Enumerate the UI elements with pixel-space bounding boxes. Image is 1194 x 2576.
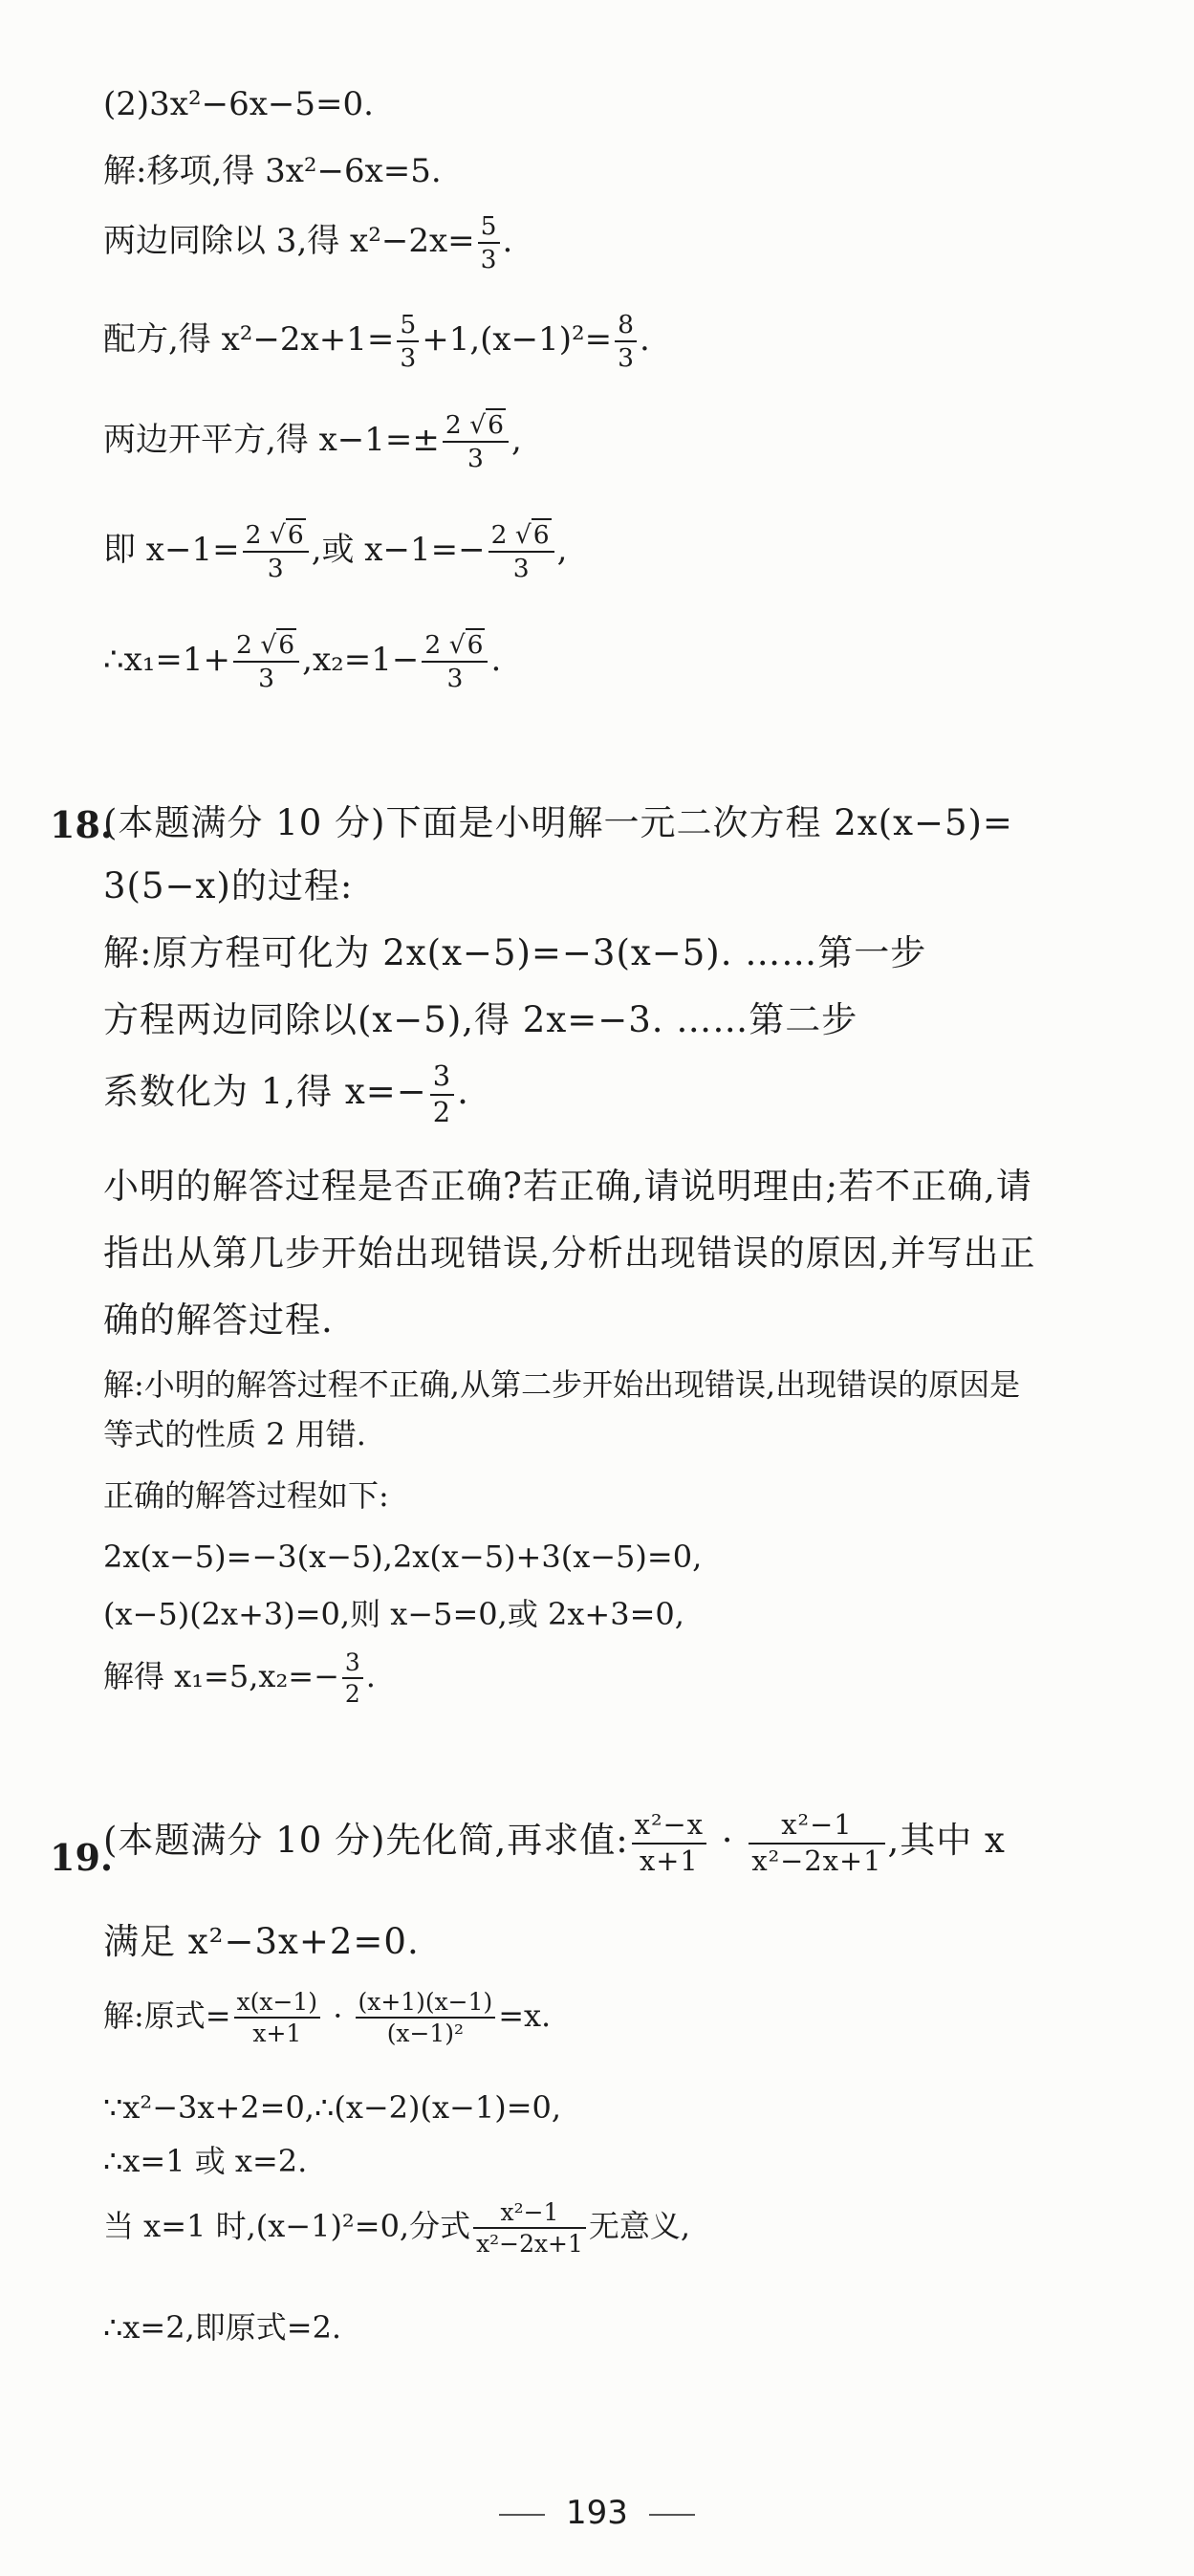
q19-answer-5: ∴x=2,即原式=2. [103,2309,342,2346]
q18-answer-1: 解:小明的解答过程不正确,从第二步开始出现错误,出现错误的原因是 [103,1366,1021,1403]
fraction: $\frac{3}{2}$ [430,1061,454,1127]
sqrt-symbol: √6 [469,410,504,440]
q18-answer-5: (x−5)(2x+3)=0,则 x−5=0,或 2x+3=0, [103,1596,684,1632]
q18-line1: (本题满分 10 分)下面是小明解一元二次方程 2x(x−5)= [103,802,1013,843]
fraction: $\frac{x(x-1)}{x+1}$ [234,1989,320,2047]
q19-answer-4: 当 x=1 时,(x−1)²=0,分式 $\frac{\text{x²−1}}{\text{x²−2x+1}}$ 无意义, [103,2198,691,2259]
fraction: $\frac{2 √6}{3}$ [488,521,554,582]
fraction: $\frac{8}{3}$ [615,311,637,372]
fraction: $\frac{5}{3}$ [397,311,419,372]
fraction: $\frac{2 √6}{3}$ [233,631,299,692]
part2-problem: (2)3x²−6x−5=0. [103,85,374,123]
sqrt-symbol: √6 [260,630,295,660]
q18-answer-2: 等式的性质 2 用错. [103,1416,366,1452]
part2-step2: 两边同除以 3,得 x²−2x= $\frac{5}{3}$ . [103,211,513,275]
fraction: $\frac{\text{x²−x}}{x+1}$ [632,1810,706,1876]
q18-line6: 小明的解答过程是否正确?若正确,请说明理由;若不正确,请 [103,1166,1032,1207]
dash-right [649,2514,695,2516]
part2-step3: 配方,得 x²−2x+1= $\frac{5}{3}$ +1,(x−1)²= $\frac{8}{3}$ . [103,310,650,374]
fraction: $\frac{\text{x²−1}}{\text{x²−2x+1}}$ [749,1810,884,1876]
q18-answer-4: 2x(x−5)=−3(x−5),2x(x−5)+3(x−5)=0, [103,1539,703,1575]
q19-answer-3: ∴x=1 或 x=2. [103,2143,308,2179]
q19-answer-2: ∵x²−3x+2=0,∴(x−2)(x−1)=0, [103,2089,562,2126]
question-number-19: 19. [50,1836,114,1879]
fraction: $\frac{2 √6}{3}$ [243,521,309,582]
q18-line3: 解:原方程可化为 2x(x−5)=−3(x−5). ……第一步 [103,932,927,973]
q18-line2: 3(5−x)的过程: [103,865,354,906]
fraction: $\frac{2 √6}{3}$ [443,411,509,472]
sqrt-symbol: √6 [514,520,550,550]
q18-answer-6: 解得 x₁=5,x₂=− $\frac{3}{2}$ . [103,1648,376,1709]
dash-left [499,2514,545,2516]
fraction: $\frac{(x+1)(x-1)}{\text{(x−1)²}}$ [356,1989,496,2047]
fraction: $\frac{3}{2}$ [342,1649,363,1708]
q18-answer-3: 正确的解答过程如下: [103,1477,389,1514]
q19-line1: (本题满分 10 分)先化简,再求值: $\frac{\text{x²−x}}{x+1}$ · $\frac{\text{x²−1}}{\text{x²−2x+1}}$ ,其中 x [103,1808,1006,1877]
page-number: 193 [0,2494,1194,2532]
q19-line2: 满足 x²−3x+2=0. [103,1921,420,1962]
q19-answer-1: 解:原式= $\frac{x(x-1)}{x+1}$ · $\frac{(x+1)(x-1)}{\text{(x−1)²}}$ =x. [103,1988,552,2048]
q18-line7: 指出从第几步开始出现错误,分析出现错误的原因,并写出正 [103,1233,1036,1274]
question-number-18: 18. [50,803,114,846]
fraction: $\frac{2 √6}{3}$ [422,631,488,692]
fraction: $\frac{5}{3}$ [478,212,500,273]
part2-step6: ∴x₁=1+ $\frac{2 √6}{3}$ ,x₂=1− $\frac{2 √6}{3}$ . [103,630,502,694]
q18-line4: 方程两边同除以(x−5),得 2x=−3. ……第二步 [103,999,858,1040]
q18-line8: 确的解答过程. [103,1299,334,1341]
sqrt-symbol: √6 [448,630,484,660]
q18-line5: 系数化为 1,得 x=− $\frac{3}{2}$ . [103,1059,469,1128]
part2-step1: 解:移项,得 3x²−6x=5. [103,152,442,190]
part2-step4: 两边开平方,得 x−1=± $\frac{2 √6}{3}$ , [103,410,522,474]
part2-step5: 即 x−1= $\frac{2 √6}{3}$ ,或 x−1=− $\frac{2 √6}{3}$ , [103,520,568,584]
fraction: $\frac{\text{x²−1}}{\text{x²−2x+1}}$ [473,2199,586,2258]
sqrt-symbol: √6 [269,520,304,550]
